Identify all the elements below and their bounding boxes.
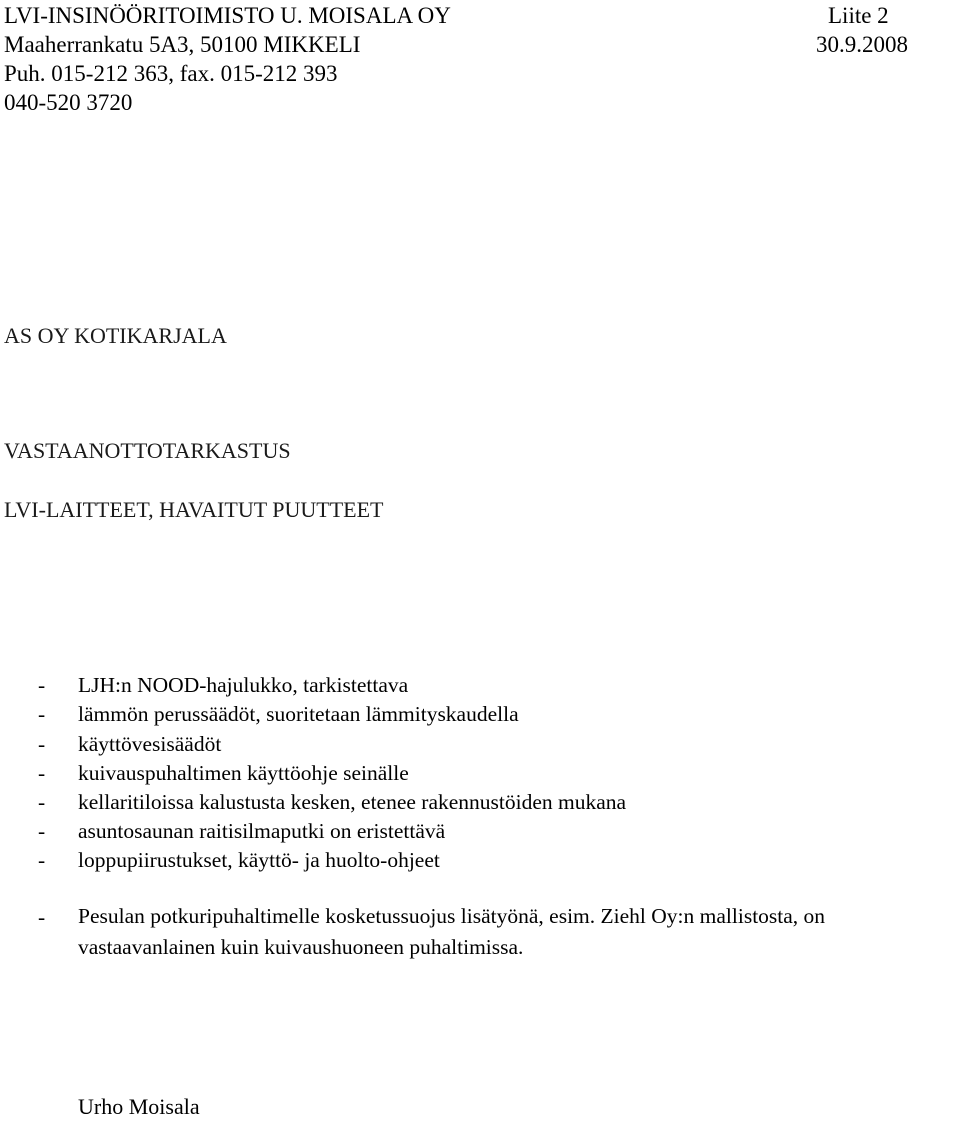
list-bullet: - bbox=[38, 673, 46, 697]
document-date: 30.9.2008 bbox=[816, 32, 908, 57]
list-bullet: - bbox=[38, 702, 46, 726]
company-name: LVI-INSINÖÖRITOIMISTO U. MOISALA OY bbox=[4, 3, 451, 28]
list-item-text: lämmön perussäädöt, suoritetaan lämmityskaudella bbox=[78, 702, 519, 726]
list-bullet: - bbox=[38, 905, 46, 929]
list-item-text: asuntosaunan raitisilmaputki on eristettävä bbox=[78, 819, 446, 843]
signature-name: Urho Moisala bbox=[78, 1094, 200, 1119]
company-address: Maaherrankatu 5A3, 50100 MIKKELI bbox=[4, 32, 361, 57]
list-item-text: kuivauspuhaltimen käyttöohje seinälle bbox=[78, 761, 409, 785]
list-bullet: - bbox=[38, 761, 46, 785]
client-title: AS OY KOTIKARJALA bbox=[4, 323, 227, 348]
phone-fax: Puh. 015-212 363, fax. 015-212 393 bbox=[4, 61, 338, 86]
subject-title: LVI-LAITTEET, HAVAITUT PUUTTEET bbox=[4, 497, 384, 522]
list-item-text: loppupiirustukset, käyttö- ja huolto-ohjeet bbox=[78, 848, 440, 872]
list-item-text: kellaritiloissa kalustusta kesken, etenee rakennustöiden mukana bbox=[78, 790, 627, 814]
extra-finding-text: Pesulan potkuripuhaltimelle kosketussuojus lisätyönä, esim. Ziehl Oy:n mallistosta, on vastaavanlainen kuin kuivaushuoneen puhaltimissa. bbox=[78, 904, 826, 959]
inspection-title: VASTAANOTTOTARKASTUS bbox=[4, 438, 291, 463]
list-bullet: - bbox=[38, 732, 46, 756]
list-bullet: - bbox=[38, 848, 46, 872]
mobile-number: 040-520 3720 bbox=[4, 90, 133, 115]
list-bullet: - bbox=[38, 790, 46, 814]
attachment-label: Liite 2 bbox=[828, 3, 889, 28]
list-item-text: käyttövesisäädöt bbox=[78, 732, 222, 756]
list-item-text: LJH:n NOOD-hajulukko, tarkistettava bbox=[78, 673, 409, 697]
list-bullet: - bbox=[38, 819, 46, 843]
